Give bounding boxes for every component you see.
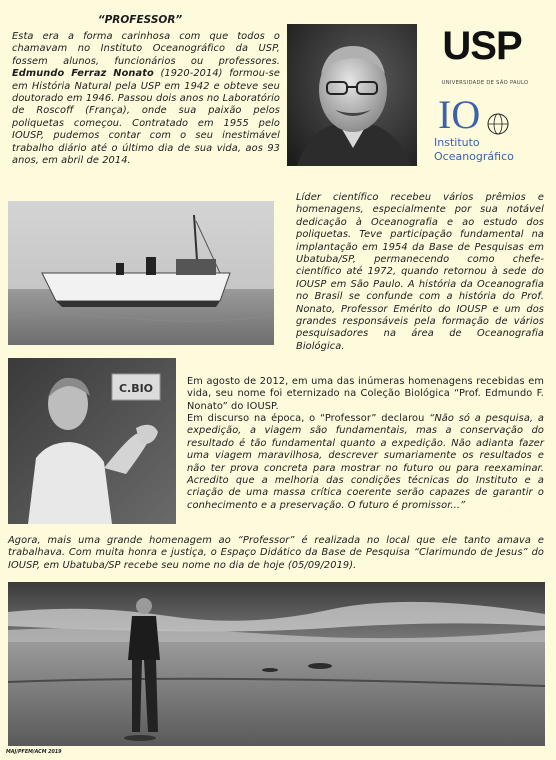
intro-text-part2: (1920-2014) formou-se em História Natural pela USP em 1942 e obteve seu doutorado em 1946. Passou dois anos no Laboratório de Roscoff (França), onde sua paixão pelos poliquetas começou. Contratado em 1955 pelo IOUSP, pudemos contar com o seu inestimável trabalho diário até o último dia de sua vida, aos 93 anos, em abril de 2014. <box>12 68 280 167</box>
homage-paragraph: Em agosto de 2012, em uma das inúmeras homenagens recebidas em vida, seu nome foi eternizado na Coleção Biológica “Prof. Edmundo F. Nonato” do IOUSP. <box>187 376 544 412</box>
usp-logo <box>430 26 534 64</box>
homage-photo <box>8 358 176 524</box>
io-logo-line2: Oceanográfico <box>434 150 514 163</box>
closing-paragraph: Agora, mais uma grande homenagem ao “Professor” é realizada no local que ele tanto amava e trabalhava. Com muita honra e justiça, o Espaço Didático da Base de Pesquisa “Clarimundo de Jesus” do IOUSP, em Ubatuba/SP recebe seu nome no dia de hoje (05/09/2019). <box>8 535 544 571</box>
professor-name: Edmundo Ferraz Nonato <box>12 68 154 80</box>
sign-text: C.BIO <box>118 382 154 395</box>
speech-quote: “Não só a pesquisa, a expedição, a viagem são fundamentais, mas a conservação do resultado é tão fundamental quanto a expedição. Não adianta fazer uma viagem maravilhosa, descrever sumariamente os resultados e não ter prova concreta para mostrar no futuro ou para reexaminar. Acredito que a melhoria das condições técnicas do Instituto e a criação de uma massa crítica coerente serão capazes de garantir o conhecimento e a preservação. O futuro é promissor...” <box>187 413 544 511</box>
usp-logo-text: USP <box>442 26 522 64</box>
speech-prefix: Em discurso na época, o “Professor” declarou <box>187 413 430 424</box>
page-title: “PROFESSOR” <box>97 14 183 26</box>
io-logo-text: IO <box>438 92 481 137</box>
globe-icon <box>488 114 508 134</box>
io-logo <box>430 88 536 170</box>
leader-paragraph: Líder científico recebeu vários prêmios e homenagens, especialmente por sua notável dedicação à Oceanografia e ao estudo dos poliquetas. Teve participação fundamental na implantação em 1954 da Base de Pesquisas em Ubatuba/SP, permanecendo como chefe-científico até 1972, quando retornou à sede do IOUSP em São Paulo. A história da Oceanografia no Brasil se confunde com a história do Prof. Nonato, Professor Emérito do IOUSP e um dos grandes responsáveis pela formação de vários pesquisadores na área de Oceanografia Biológica. <box>296 192 544 352</box>
credit-text: MAJ/PFEM/ACM 2019 <box>6 750 62 755</box>
usp-subtitle: UNIVERSIDADE DE SÃO PAULO <box>441 80 529 86</box>
boat-photo <box>8 201 274 345</box>
io-logo-line1: Instituto <box>434 136 480 149</box>
speech-paragraph <box>187 413 544 512</box>
portrait-photo <box>287 24 417 166</box>
intro-paragraph <box>12 31 280 167</box>
beach-photo <box>8 582 545 746</box>
intro-text-part1: Esta era a forma carinhosa com que todos o chamavam no Instituto Oceanográfico da USP, fossem alunos, funcionários ou professores. <box>12 31 280 67</box>
